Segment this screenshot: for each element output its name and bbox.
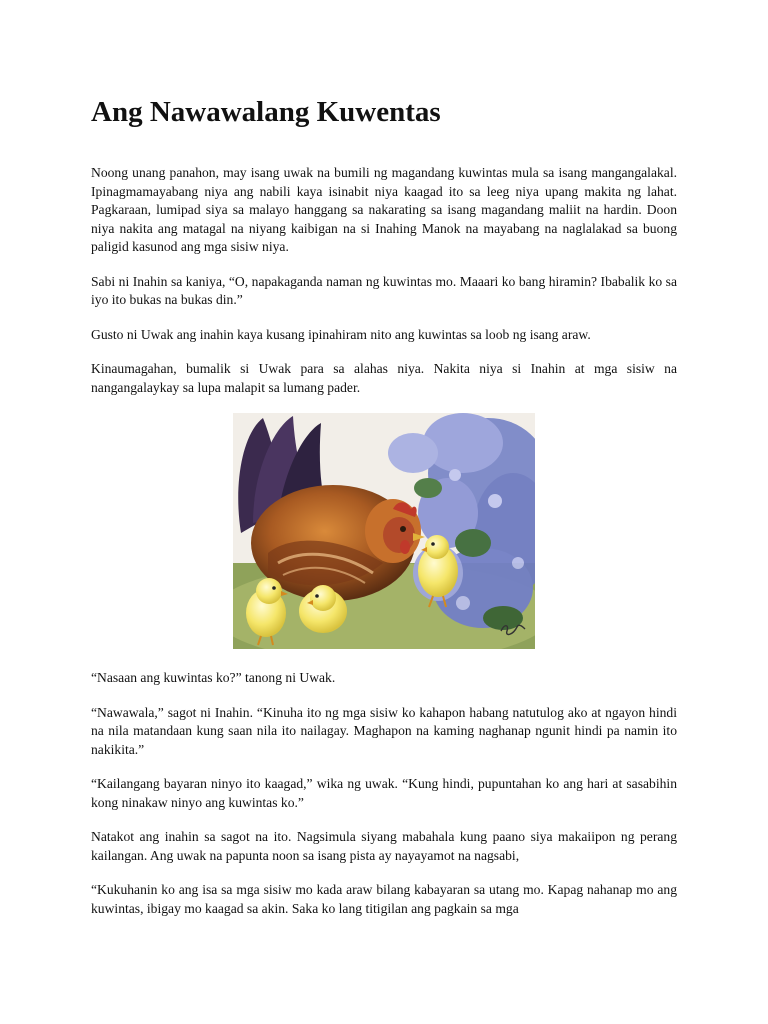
- paragraph: Kinaumagahan, bumalik si Uwak para sa alahas niya. Nakita niya si Inahin at mga sisiw na nangangalaykay sa lupa malapit sa lumang pader.: [91, 361, 677, 395]
- paragraph: Noong unang panahon, may isang uwak na bumili ng magandang kuwintas mula sa isang mangangalakal. Ipinagmamayabang niya ang nabili kaya isinabit niya kaagad ito sa leeg niya upang makita ng lahat. Pagkaraan, lumipad siya sa malayo hanggang sa nakarating sa isang magandang maliit na hardin. Doon niya nakita ang matagal na niyang kaibigan na si Inahing Manok na mayabang na naglalakad sa buong paligid kasunod ang mga sisiw niya.: [91, 165, 677, 254]
- paragraph: Gusto ni Uwak ang inahin kaya kusang ipinahiram nito ang kuwintas sa loob ng isang araw.: [91, 326, 591, 342]
- paragraph: “Nawawala,” sagot ni Inahin. “Kinuha ito ng mga sisiw ko kahapon habang natutulog ako at ngayon hindi na nila matandaan kung saan nila ito nailagay. Maghapon na kaming naghanap ngunit hindi pa namin ito nakikita.”: [91, 704, 677, 757]
- page-title: Ang Nawawalang Kuwentas: [91, 96, 441, 128]
- story-body: [91, 164, 677, 934]
- paragraph: Sabi ni Inahin sa kaniya, “O, napakaganda naman ng kuwintas mo. Maaari ko bang hiramin? Ibabalik ko sa iyo ito bukas na bukas din.”: [91, 273, 677, 307]
- paragraph: “Nasaan ang kuwintas ko?” tanong ni Uwak.: [91, 670, 336, 685]
- paragraph: “Kailangang bayaran ninyo ito kaagad,” wika ng uwak. “Kung hindi, pupuntahan ko ang hari at sasabihin kong ninakaw ninyo ang kuwintas ko.”: [91, 776, 677, 810]
- hen-and-chicks-illustration: [233, 413, 535, 649]
- paragraph: “Kukuhanin ko ang isa sa mga sisiw mo kada araw bilang kabayaran sa utang mo. Kapag nahanap mo ang kuwintas, ibigay mo kaagad sa akin. Saka ko lang titigilan ang pagkain sa mga: [91, 882, 677, 916]
- paragraph: Natakot ang inahin sa sagot na ito. Nagsimula siyang mabahala kung paano siya makaiipon ng perang kailangan. Ang uwak na papunta noon sa isang pista ay nayayamot na nagsabi,: [91, 829, 677, 863]
